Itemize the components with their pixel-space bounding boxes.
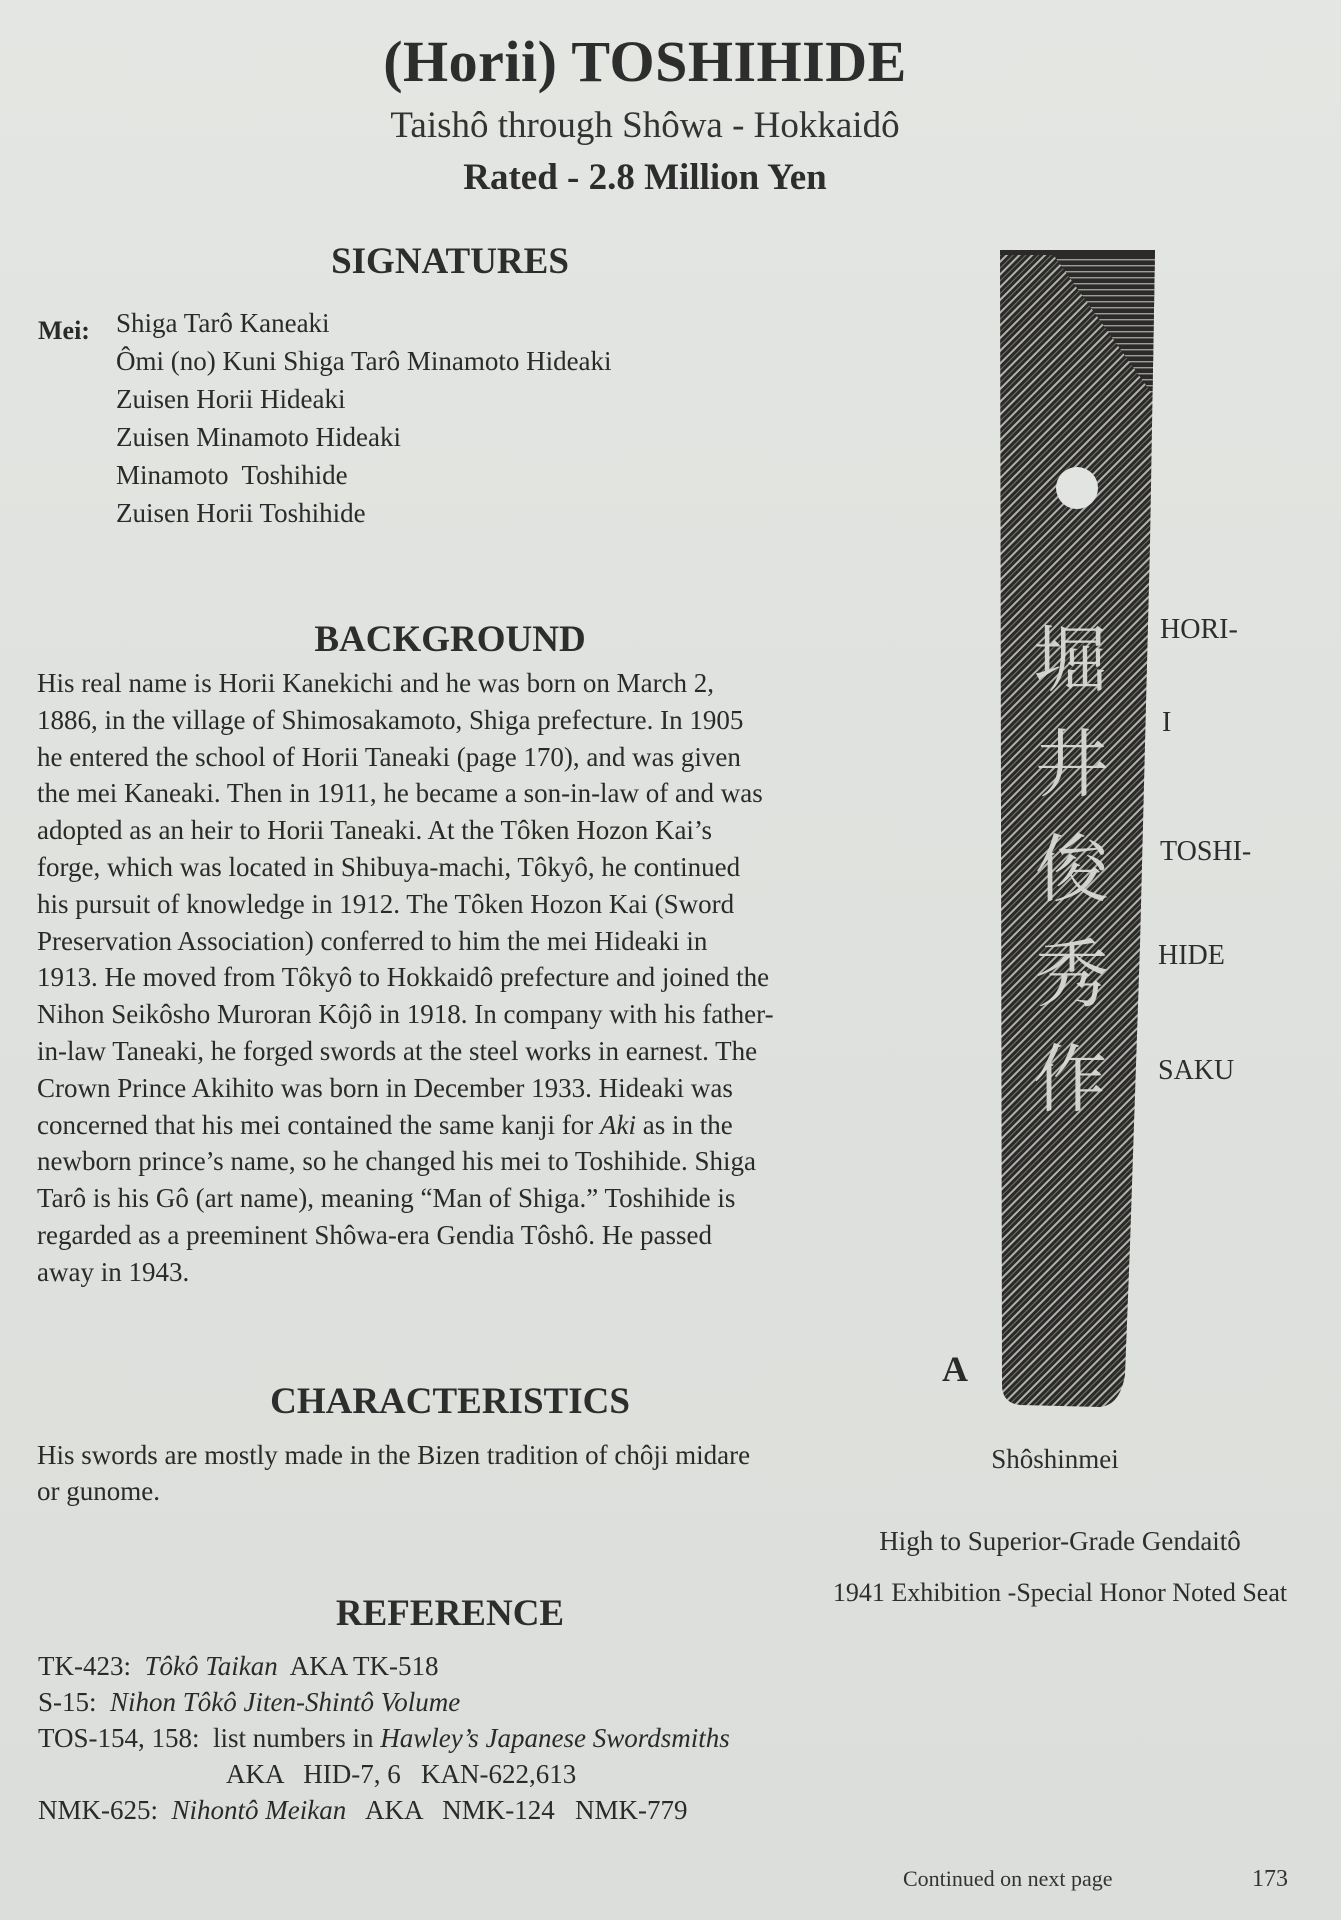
figure-caption: Shôshinmei [991, 1444, 1119, 1474]
reference-row [38, 1792, 730, 1828]
mekugi-ana-hole [1056, 467, 1098, 509]
paragraph-line: in-law Taneaki, he forged swords at the steel works in earnest. The [37, 1035, 758, 1066]
paragraph-line: he entered the school of Horii Taneaki (page 170), and was given [37, 741, 741, 772]
signature-item: Zuisen Horii Hideaki [116, 384, 346, 414]
kanji-char: 秀 [1035, 932, 1109, 1018]
paragraph-line: or gunome. [37, 1476, 160, 1506]
page-number: 173 [1252, 1866, 1288, 1892]
signature-item: Zuisen Minamoto Hideaki [116, 422, 401, 452]
paragraph-line: 1886, in the village of Shimosakamoto, Shiga prefecture. In 1905 [37, 704, 744, 735]
paragraph-line [37, 1107, 857, 1144]
reference-row [38, 1684, 730, 1720]
reference-code: TK-423: [38, 1651, 131, 1681]
paragraph-line: his pursuit of knowledge in 1912. The Tôken Hozon Kai (Sword [37, 888, 735, 919]
kanji-reading: HORI- [1160, 614, 1238, 645]
paragraph-line: Tarô is his Gô (art name), meaning “Man of Shiga.” Toshihide is [37, 1183, 736, 1214]
continued-note: Continued on next page [903, 1866, 1113, 1891]
paragraph-line: His real name is Horii Kanekichi and he was born on March 2, [37, 668, 715, 698]
paragraph-line: Nihon Seikôsho Muroran Kôjô in 1918. In company with his father- [37, 999, 774, 1030]
characteristics-heading: CHARACTERISTICS [270, 1381, 630, 1422]
background-heading: BACKGROUND [314, 619, 586, 660]
kanji-char: 俊 [1035, 827, 1109, 913]
reference-code: S-15: [38, 1687, 97, 1717]
exhibition-caption: 1941 Exhibition -Special Honor Noted Seat [832, 1578, 1288, 1607]
kanji-reading: I [1162, 707, 1172, 738]
signature-item: Zuisen Horii Toshihide [116, 498, 366, 528]
kanji-char: 堀 [1033, 617, 1107, 703]
line-text: as in the [636, 1109, 733, 1140]
paragraph-line: forge, which was located in Shibuya-machi, Tôkyô, he continued [37, 851, 741, 882]
page-title: (Horii) TOSHIHIDE [383, 29, 907, 94]
kanji-char: 井 [1035, 722, 1109, 808]
paragraph-line: Preservation Association) conferred to him the mei Hideaki in [37, 925, 708, 956]
characteristics-paragraph [37, 1437, 857, 1509]
tang-oshigata-image [990, 245, 1170, 1415]
rating: Rated - 2.8 Million Yen [463, 157, 827, 198]
paragraph-line: adopted as an heir to Horii Taneaki. At the Tôken Hozon Kai’s [37, 815, 712, 846]
reference-list [38, 1648, 730, 1828]
paragraph-line: newborn prince’s name, so he changed his mei to Toshihide. Shiga [37, 1146, 756, 1177]
signature-list [116, 304, 612, 532]
figure-label: A [942, 1349, 968, 1389]
italic-term: Aki [600, 1109, 637, 1140]
mei-label: Mei: [38, 316, 90, 345]
reference-title: Nihontô Meikan [171, 1795, 347, 1825]
signatures-heading: SIGNATURES [331, 241, 569, 282]
reference-code: NMK-625: [38, 1795, 158, 1825]
signature-item: Shiga Tarô Kaneaki [116, 308, 330, 338]
reference-title: Hawley’s Japanese Swordsmiths [380, 1723, 730, 1753]
paragraph-line: away in 1943. [37, 1256, 190, 1287]
reference-prefix: list numbers in [213, 1723, 374, 1753]
paragraph-line: regarded as a preeminent Shôwa-era Gendia Tôshô. He passed [37, 1219, 712, 1250]
page-subtitle: Taishô through Shôwa - Hokkaidô [390, 105, 900, 146]
kanji-reading: HIDE [1158, 940, 1225, 971]
paragraph-line: the mei Kaneaki. Then in 1911, he became a son-in-law of and was [37, 778, 763, 809]
reference-title: Tôkô Taikan [144, 1651, 278, 1681]
background-paragraph [37, 665, 857, 1291]
reference-title: Nihon Tôkô Jiten-Shintô Volume [110, 1687, 461, 1717]
reference-heading: REFERENCE [335, 1593, 565, 1634]
paragraph-line: His swords are mostly made in the Bizen tradition of chôji midare [37, 1440, 751, 1470]
reference-aka: AKA NMK-124 NMK-779 [365, 1795, 688, 1825]
kanji-char: 作 [1033, 1037, 1107, 1123]
signature-item: Ômi (no) Kuni Shiga Tarô Minamoto Hideaki [116, 346, 612, 376]
reference-row [38, 1720, 730, 1756]
reference-row [38, 1648, 730, 1684]
grade-caption: High to Superior-Grade Gendaitô [879, 1526, 1241, 1556]
kanji-reading: SAKU [1158, 1055, 1235, 1086]
reference-code: TOS-154, 158: [38, 1723, 200, 1753]
paragraph-line: 1913. He moved from Tôkyô to Hokkaidô prefecture and joined the [37, 962, 770, 993]
reference-row: AKA HID-7, 6 KAN-622,613 [226, 1759, 577, 1789]
paragraph-line: Crown Prince Akihito was born in December 1933. Hideaki was [37, 1072, 733, 1103]
line-text: concerned that his mei contained the same kanji for [37, 1109, 601, 1140]
signature-item: Minamoto Toshihide [116, 460, 348, 490]
reference-aka: AKA TK-518 [289, 1651, 439, 1681]
kanji-reading: TOSHI- [1160, 836, 1252, 867]
